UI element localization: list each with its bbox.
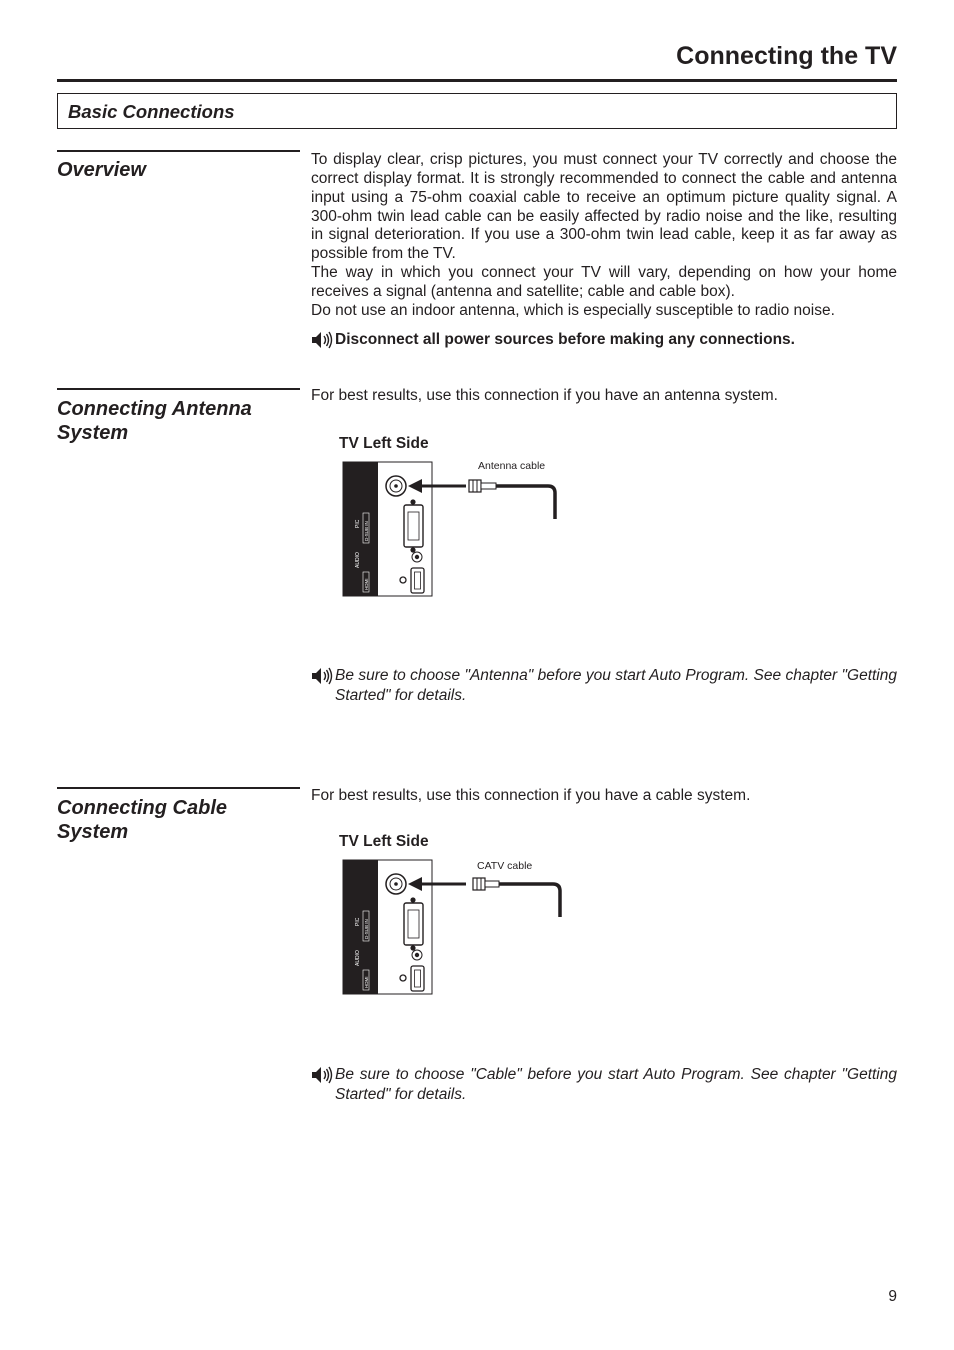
antenna-intro: For best results, use this connection if you have an antenna system. xyxy=(311,387,778,404)
tv-label-strip xyxy=(343,462,378,596)
vga-screw-bottom xyxy=(410,547,415,552)
overview-paragraph-1: To display clear, crisp pictures, you must connect your TV correctly and choose the correct display format. It is strongly recommended to connect the cable and antenna input using a 75-ohm coaxial cable to receive an optimum picture quality signal. A 300-ohm twin lead cable can be easily affected by radio noise and the like, resulting in signal deterioration. If you use a 300-ohm twin lead cable, keep it as far away as possible from the TV. xyxy=(311,151,897,263)
title-rule xyxy=(57,79,897,82)
audio-jack-center xyxy=(415,555,419,559)
antenna-note xyxy=(311,666,897,708)
panel-label-audio: AUDIO xyxy=(355,950,361,966)
panel-label-dsub: D-SUB IN xyxy=(364,521,369,541)
section-header-label: Basic Connections xyxy=(68,101,235,122)
cable-note-text: Be sure to choose "Cable" before you start Auto Program. See chapter "Getting Started" for details. xyxy=(335,1066,897,1103)
cable-connection-diagram xyxy=(330,853,580,1003)
coax-connector-body xyxy=(481,483,496,489)
cable-diagram-caption: TV Left Side xyxy=(339,833,429,850)
panel-label-audio: AUDIO xyxy=(355,552,361,568)
overview-note xyxy=(311,330,897,352)
overview-paragraph-3: Do not use an indoor antenna, which is especially susceptible to radio noise. xyxy=(311,301,835,319)
rf-jack-pin xyxy=(394,484,398,488)
page-number: 9 xyxy=(888,1288,897,1305)
status-dot xyxy=(400,975,406,981)
antenna-cable-label: Antenna cable xyxy=(478,460,546,472)
speaker-icon xyxy=(311,1065,333,1085)
overview-note-text: Disconnect all power sources before making any connections. xyxy=(335,331,795,348)
speaker-icon xyxy=(311,330,333,350)
cable-intro: For best results, use this connection if you have a cable system. xyxy=(311,787,751,804)
hdmi-port-inner xyxy=(415,572,421,589)
hdmi-port-inner xyxy=(415,970,421,987)
page-title: Connecting the TV xyxy=(676,42,897,70)
status-dot xyxy=(400,577,406,583)
overview-rule xyxy=(57,150,300,152)
panel-label-pic: PIC xyxy=(355,917,361,926)
antenna-note-text: Be sure to choose "Antenna" before you start Auto Program. See chapter "Getting Started" for details. xyxy=(335,667,897,704)
speaker-icon xyxy=(311,666,333,686)
cable-rule xyxy=(57,787,300,789)
panel-label-hdmi: HDMI xyxy=(364,976,369,988)
vga-screw-bottom xyxy=(410,945,415,950)
vga-port-inner xyxy=(408,512,419,540)
cable-heading: Connecting Cable System xyxy=(57,797,228,843)
tv-label-strip xyxy=(343,860,378,994)
overview-heading: Overview xyxy=(57,159,146,181)
panel-label-hdmi: HDMI xyxy=(364,578,369,590)
vga-screw-top xyxy=(410,499,415,504)
catv-cable xyxy=(499,884,560,917)
coax-connector-body xyxy=(485,881,499,887)
cable-note xyxy=(311,1065,897,1107)
panel-label-pic: PIC xyxy=(355,519,361,528)
audio-jack-center xyxy=(415,953,419,957)
section-header-box xyxy=(57,93,897,129)
coax-connector xyxy=(473,878,485,890)
rf-jack-pin xyxy=(394,882,398,886)
antenna-rule xyxy=(57,388,300,390)
panel-label-dsub: D-SUB IN xyxy=(364,919,369,939)
coax-connector xyxy=(469,480,481,492)
antenna-heading: Connecting Antenna System xyxy=(57,398,252,444)
antenna-cable xyxy=(496,486,555,519)
vga-port-inner xyxy=(408,910,419,938)
catv-cable-label: CATV cable xyxy=(477,860,533,872)
overview-paragraph-2: The way in which you connect your TV will vary, depending on how your home receives a signal (antenna and satellite; cable and cable box). xyxy=(311,264,897,300)
overview-body xyxy=(311,151,897,321)
antenna-diagram-caption: TV Left Side xyxy=(339,435,429,452)
antenna-connection-diagram xyxy=(330,455,580,605)
vga-screw-top xyxy=(410,897,415,902)
